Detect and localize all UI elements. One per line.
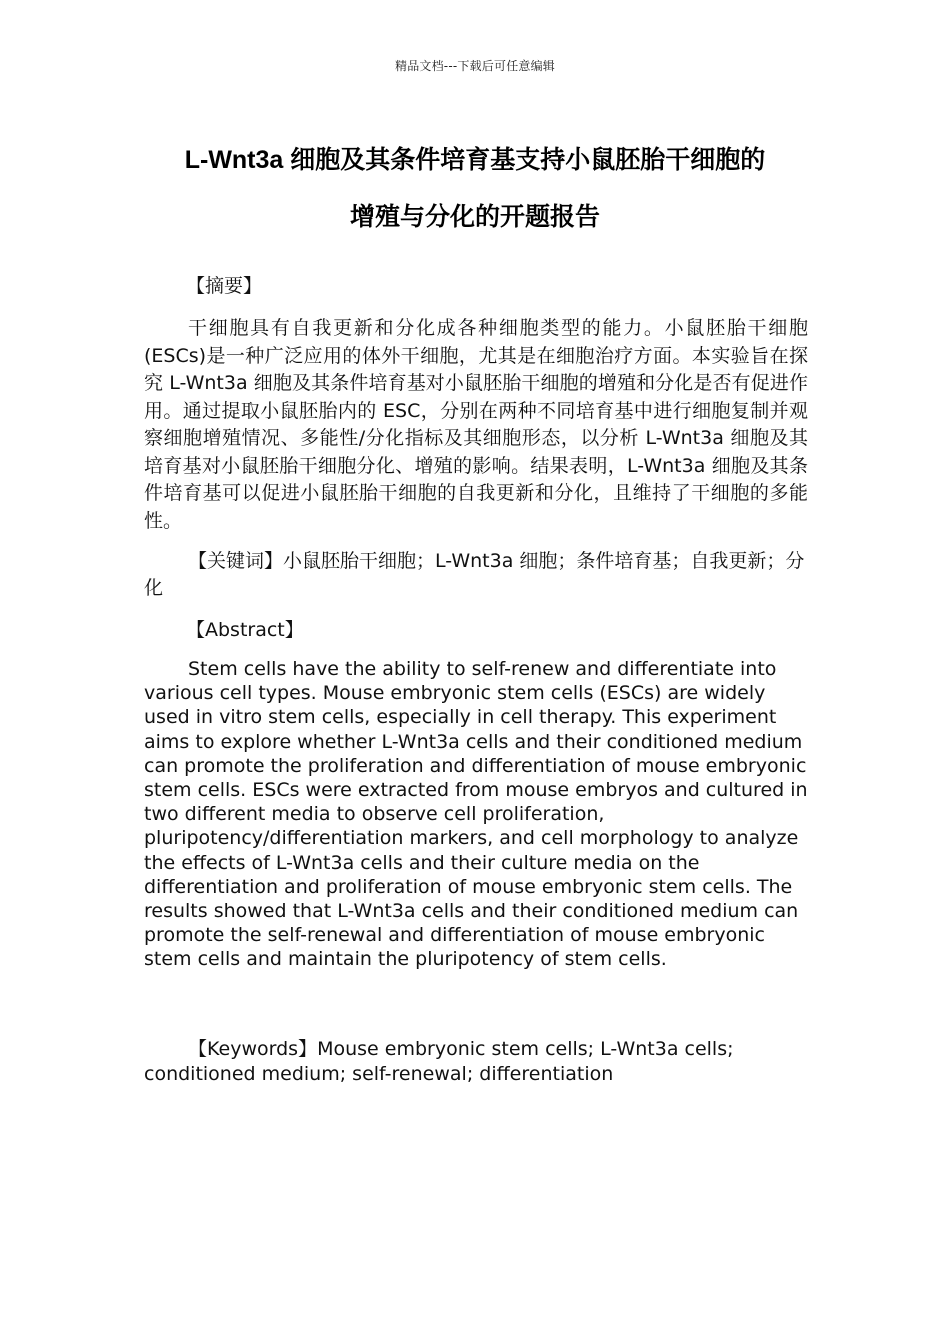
title-line-2: 增殖与分化的开题报告 bbox=[349, 203, 600, 231]
document-title bbox=[100, 132, 850, 246]
abstract-cn-text: 干细胞具有自我更新和分化成各种细胞类型的能力。小鼠胚胎干细胞(ESCs)是一种广泛应用的体外干细胞，尤其是在细胞治疗方面。本实验旨在探究 L-Wnt3a 细胞及其条件培育基对小鼠胚胎干细胞的增殖和分化是否有促进作用。通过提取小鼠胚胎内的 ESC，分别在两种不同培育基中进行细胞复制并观察细胞增殖情况、多能性/分化指标及其细胞形态，以分析 L-Wnt3a 细胞及其培育基对小鼠胚胎干细胞分化、增殖的影响。结果表明，L-Wnt3a 细胞及其条件培育基可以促进小鼠胚胎干细胞的自我更新和分化，且维持了干细胞的多能性。 bbox=[144, 317, 808, 532]
abstract-en-section bbox=[144, 618, 808, 642]
abstract-cn-body bbox=[144, 315, 808, 535]
keywords-en-section bbox=[144, 1037, 808, 1086]
keywords-cn-paragraph bbox=[144, 548, 808, 602]
keywords-en-paragraph bbox=[144, 1037, 808, 1086]
abstract-cn-label: 【摘要】 bbox=[186, 275, 263, 297]
abstract-en-body bbox=[144, 657, 808, 972]
header-note: 精品文档---下载后可任意编辑 bbox=[395, 59, 555, 73]
keywords-en-label: 【Keywords】 bbox=[188, 1038, 318, 1060]
keywords-cn-text: 小鼠胚胎干细胞；L-Wnt3a 细胞；条件培育基；自我更新；分化 bbox=[144, 550, 805, 599]
keywords-cn-section bbox=[144, 548, 808, 602]
keywords-cn-label: 【关键词】 bbox=[188, 550, 284, 572]
abstract-en-text: Stem cells have the ability to self-renew and differentiate into various cell types. Mouse embryonic stem cells (ESCs) are widely used in vitro stem cells, especially in cell therapy. This experiment aims to explore whether L-Wnt3a cells and their conditioned medium can promote the proliferation and differentiation of mouse embryonic stem cells. ESCs were extracted from mouse embryos and cultured in two different media to observe cell proliferation, pluripotency/differentiation markers, and cell morphology to analyze the effects of L-Wnt3a cells and their culture media on the differentiation and proliferation of mouse embryonic stem cells. The results showed that L-Wnt3a cells and their conditioned medium can promote the self-renewal and differentiation of mouse embryonic stem cells and maintain the pluripotency of stem cells. bbox=[144, 658, 808, 971]
title-line-1: L-Wnt3a 细胞及其条件培育基支持小鼠胚胎干细胞的 bbox=[184, 146, 766, 174]
abstract-cn-section bbox=[144, 274, 808, 298]
keywords-en-text: Mouse embryonic stem cells; L-Wnt3a cells; conditioned medium; self-renewal; differentiation bbox=[144, 1038, 734, 1085]
abstract-en-label: 【Abstract】 bbox=[186, 619, 304, 641]
